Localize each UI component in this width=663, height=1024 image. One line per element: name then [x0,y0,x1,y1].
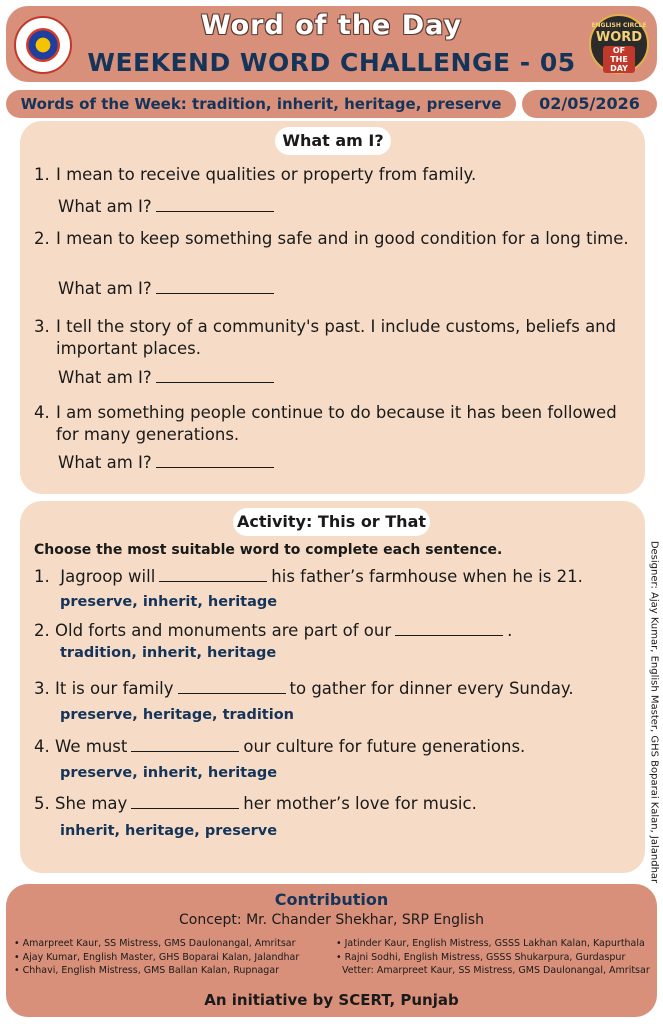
contribution-footer [6,884,657,1017]
options-1: preserve, inherit, heritage [60,594,278,610]
options-2: tradition, inherit, heritage [60,645,277,661]
contributors-right [336,937,650,978]
designer-credit: Designer: Ajay Kumar, English Master, GHS Boparai Kalan, Jalandhar [648,540,660,884]
sentence-4: 4. We must our culture for future generations. [34,737,526,756]
fill-blank-2[interactable] [395,620,503,636]
concept-credit: Concept: Mr. Chander Shekhar, SRP English [179,912,484,928]
contributor-item: • Ajay Kumar, English Master, GHS Boparai Kalan, Jalandhar [14,951,300,963]
contributors-left [14,937,299,978]
contributor-item: • Chhavi, English Mistress, GMS Ballan Kalan, Rupnagar [14,965,280,976]
sentence-5: 5. She may her mother’s love for music. [34,794,477,813]
section-title-activity: Activity: This or That [233,508,430,536]
answer-line-3[interactable]: What am I? [58,367,274,387]
question-3: 3. I tell the story of a community's past. I include customs, beliefs and important places. [34,317,617,358]
vetter-credit: Vetter: Amarpreet Kaur, SS Mistress, GMS Daulonangal, Amritsar [342,965,650,976]
question-4: 4. I am something people continue to do because it has been followed for many generations. [34,403,617,444]
sentence-3: 3. It is our family to gather for dinner every Sunday. [34,679,574,698]
contributor-item: • Rajni Sodhi, English Mistress, GSSS Shukarpura, Gurdaspur [336,951,626,963]
fill-blank-5[interactable] [131,793,239,809]
fill-blank-1[interactable] [159,566,267,582]
activity-instruction: Choose the most suitable word to complete each sentence. [34,542,503,558]
fill-blank-3[interactable] [178,678,286,694]
question-2: 2. I mean to keep something safe and in good condition for a long time. [34,229,629,248]
this-or-that-panel [20,501,645,873]
header-banner [6,6,657,82]
page-subtitle: WEEKEND WORD CHALLENGE - 05 [87,48,576,77]
answer-line-1[interactable]: What am I? [58,196,274,216]
answer-line-4[interactable]: What am I? [58,452,274,472]
contribution-title: Contribution [274,890,389,909]
answer-line-2[interactable]: What am I? [58,278,274,298]
options-3: preserve, heritage, tradition [60,707,294,723]
date-badge: 02/05/2026 [522,90,657,118]
contributor-item: • Jatinder Kaur, English Mistress, GSSS Lakhan Kalan, Kapurthala [336,938,645,949]
page-title: Word of the Day [200,10,463,41]
question-1: 1. I mean to receive qualities or property from family. [34,165,477,184]
fill-blank-4[interactable] [131,736,239,752]
contributor-item: • Amarpreet Kaur, SS Mistress, GMS Daulonangal, Amritsar [14,938,296,949]
section-title-what-am-i: What am I? [275,127,391,155]
options-5: inherit, heritage, preserve [60,823,278,839]
options-4: preserve, inherit, heritage [60,765,278,781]
what-am-i-panel [20,121,645,494]
word-of-the-day-logo: ENGLISH CIRCLE WORD OF THE DAY [589,14,649,74]
sentence-2: 2. Old forts and monuments are part of our . [34,621,513,640]
words-of-week-bar: Words of the Week: tradition, inherit, heritage, preserve [6,90,516,118]
initiative-credit: An initiative by SCERT, Punjab [204,991,459,1009]
sentence-1: 1. Jagroop will his father’s farmhouse when he is 21. [34,567,583,586]
